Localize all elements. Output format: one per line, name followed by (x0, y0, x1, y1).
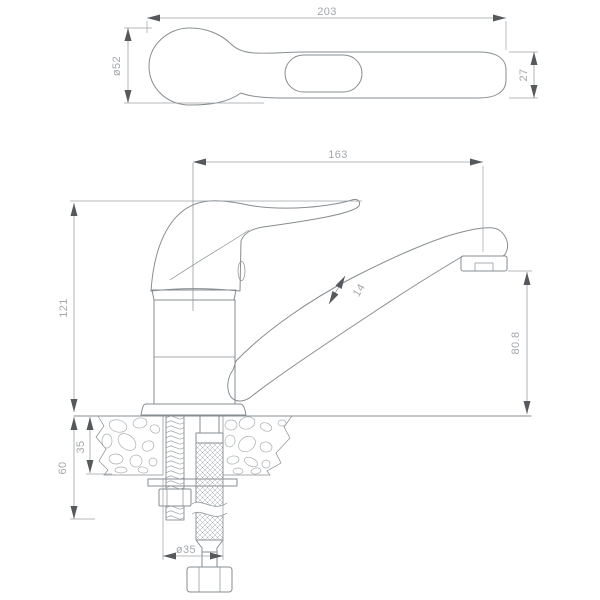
hose-collar (196, 433, 223, 443)
dim-label-60: 60 (57, 461, 69, 475)
mounting-hardware (148, 416, 237, 592)
mounting-nut (159, 489, 191, 506)
lever-handle-inner-curve (170, 230, 249, 280)
hose-taper (196, 540, 223, 552)
hose-upper-fitting (200, 416, 219, 433)
dim-label-35: 35 (75, 440, 87, 454)
dim-label-o35: ø35 (175, 544, 197, 556)
hose-end-stem (202, 552, 217, 567)
hose-end-nut (187, 567, 232, 592)
dim-label-52: ø52 (111, 55, 123, 77)
aerator (461, 256, 507, 271)
handle-indicator-button (238, 262, 245, 281)
dim-label-14: 14 (350, 281, 369, 300)
top-view (111, 6, 538, 105)
dim-spout-reach (193, 149, 483, 252)
threaded-stud-upper (166, 416, 184, 489)
aggregate-pebbles-left (102, 417, 161, 474)
dim-label-121: 121 (58, 298, 70, 318)
dim-stud-length (57, 417, 95, 519)
base-flange (141, 404, 246, 415)
dim-outlet-height (508, 271, 532, 414)
spout-outline (228, 228, 508, 401)
countertop-section (57, 415, 531, 519)
dim-countertop-thickness (75, 417, 112, 474)
dim-label-27: 27 (518, 68, 530, 82)
dim-label-163: 163 (328, 149, 348, 161)
handle-plan-slot (285, 55, 362, 92)
side-view (58, 149, 532, 415)
dim-label-80-8: 80.8 (510, 331, 522, 355)
handle-plan-outline (149, 28, 506, 105)
dim-knob-diameter (111, 28, 264, 103)
threaded-stud-lower (166, 506, 184, 520)
dim-handle-end-width (509, 52, 538, 98)
dim-overall-length (147, 6, 506, 50)
faucet-body (154, 300, 235, 404)
handle-collar (152, 290, 236, 300)
dim-label-203: 203 (317, 6, 337, 18)
aerator-nozzle (475, 263, 493, 271)
lever-handle-outline (151, 199, 360, 291)
dim-overall-height (58, 201, 362, 412)
hose-braid (196, 443, 223, 540)
mounting-washer (148, 479, 237, 486)
